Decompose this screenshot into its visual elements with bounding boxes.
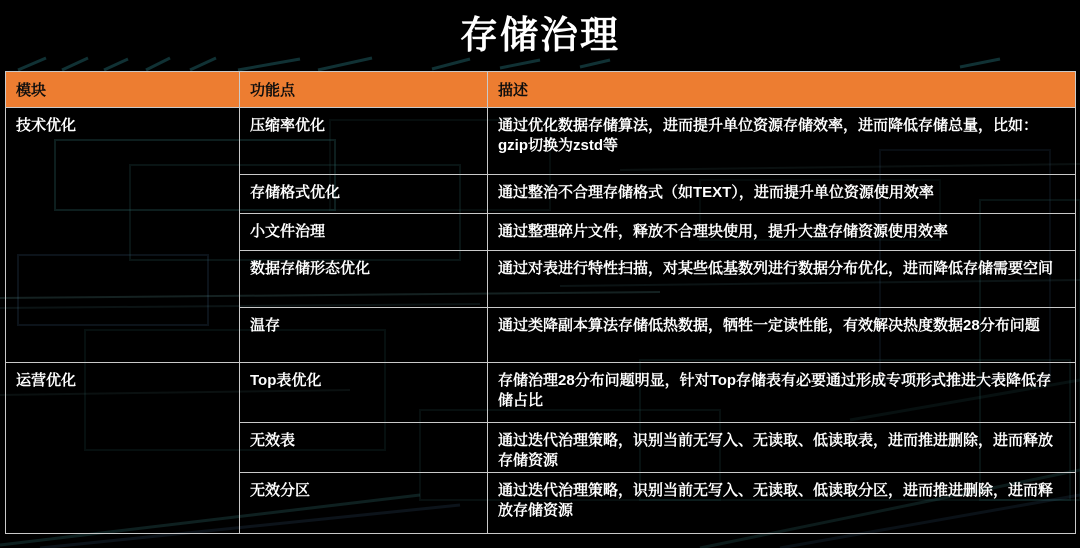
table-row — [6, 363, 1076, 423]
description-cell: 通过对表进行特性扫描，对某些低基数列进行数据分布优化，进而降低存储需要空间 — [488, 251, 1076, 308]
table-header-row — [6, 72, 1076, 108]
column-header-feature: 功能点 — [240, 72, 488, 108]
description-cell: 通过迭代治理策略，识别当前无写入、无读取、低读取分区，进而推进删除，进而释放存储资源 — [488, 473, 1076, 534]
description-cell: 通过整治不合理存储格式（如TEXT），进而提升单位资源使用效率 — [488, 175, 1076, 214]
module-cell-tech: 技术优化 — [6, 108, 240, 363]
feature-cell: 温存 — [240, 308, 488, 363]
feature-cell: 存储格式优化 — [240, 175, 488, 214]
feature-cell: Top表优化 — [240, 363, 488, 423]
feature-cell: 无效分区 — [240, 473, 488, 534]
table-row — [6, 108, 1076, 175]
feature-cell: 压缩率优化 — [240, 108, 488, 175]
description-cell: 通过迭代治理策略，识别当前无写入、无读取、低读取表，进而推进删除，进而释放存储资源 — [488, 423, 1076, 473]
feature-cell: 小文件治理 — [240, 214, 488, 251]
feature-cell: 数据存储形态优化 — [240, 251, 488, 308]
description-cell: 通过整理碎片文件，释放不合理块使用，提升大盘存储资源使用效率 — [488, 214, 1076, 251]
storage-governance-table — [5, 71, 1076, 534]
module-cell-ops: 运营优化 — [6, 363, 240, 534]
column-header-description: 描述 — [488, 72, 1076, 108]
description-cell: 存储治理28分布问题明显，针对Top存储表有必要通过形成专项形式推进大表降低存储占比 — [488, 363, 1076, 423]
column-header-module: 模块 — [6, 72, 240, 108]
page-title: 存储治理 — [459, 15, 620, 57]
feature-cell: 无效表 — [240, 423, 488, 473]
description-cell: 通过优化数据存储算法，进而提升单位资源存储效率，进而降低存储总量，比如：gzip切换为zstd等 — [488, 108, 1076, 175]
description-cell: 通过类降副本算法存储低热数据，牺牲一定读性能，有效解决热度数据28分布问题 — [488, 308, 1076, 363]
